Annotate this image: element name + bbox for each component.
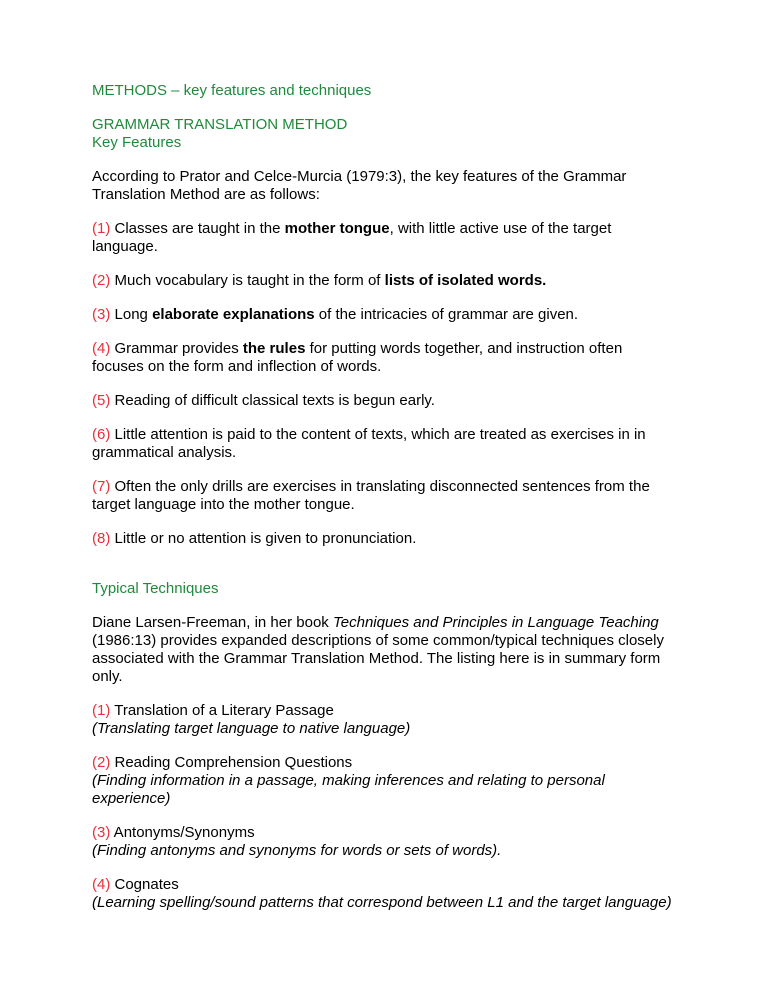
subsection-title: Key Features bbox=[92, 134, 182, 151]
document-page bbox=[92, 82, 672, 912]
feature-number: (7) bbox=[92, 478, 111, 495]
technique-name: Reading Comprehension Questions bbox=[110, 754, 353, 771]
feature-number: (6) bbox=[92, 426, 111, 443]
feature-item: (3) Long elaborate explanations of the intricacies of grammar are given. bbox=[92, 306, 579, 323]
doc-title: METHODS – key features and techniques bbox=[92, 82, 372, 99]
technique-description: (Learning spelling/sound patterns that correspond between L1 and the target language) bbox=[92, 894, 672, 911]
feature-item: (5) Reading of difficult classical texts is begun early. bbox=[92, 392, 435, 409]
feature-number: (1) bbox=[92, 220, 111, 237]
feature-item: (8) Little or no attention is given to pronunciation. bbox=[92, 530, 417, 547]
technique-number: (2) bbox=[92, 754, 111, 771]
feature-number: (4) bbox=[92, 340, 111, 357]
techniques-title: Typical Techniques bbox=[92, 580, 219, 597]
technique-name: Translation of a Literary Passage bbox=[110, 702, 334, 719]
technique-number: (3) bbox=[92, 824, 111, 841]
book-title: Techniques and Principles in Language Teaching bbox=[332, 614, 659, 631]
technique-description: (Finding information in a passage, making inferences and relating to personal experience) bbox=[92, 772, 605, 807]
section-title: GRAMMAR TRANSLATION METHOD bbox=[92, 116, 348, 133]
feature-number: (3) bbox=[92, 306, 111, 323]
feature-item: (6) Little attention is paid to the content of texts, which are treated as exercises in in grammatical analysis. bbox=[92, 426, 646, 461]
techniques-intro: Diane Larsen-Freeman, in her book Techniques and Principles in Language Teaching (1986:13) provides expanded descriptions of some common/typical techniques closely associated with the Grammar Translation Method. The listing here is in summary form only. bbox=[92, 614, 664, 685]
feature-number: (8) bbox=[92, 530, 111, 547]
technique-item bbox=[92, 876, 672, 912]
feature-item: (4) Grammar provides the rules for putting words together, and instruction often focuses on the form and inflection of words. bbox=[92, 340, 623, 375]
technique-number: (1) bbox=[92, 702, 111, 719]
feature-item: (7) Often the only drills are exercises in translating disconnected sentences from the target language into the mother tongue. bbox=[92, 478, 650, 513]
technique-name: Antonyms/Synonyms bbox=[110, 824, 255, 841]
gtm-header bbox=[92, 116, 672, 152]
feature-item: (2) Much vocabulary is taught in the form of lists of isolated words. bbox=[92, 272, 547, 289]
technique-description: (Translating target language to native language) bbox=[92, 720, 411, 737]
feature-item: (1) Classes are taught in the mother tongue, with little active use of the target language. bbox=[92, 220, 612, 255]
feature-number: (2) bbox=[92, 272, 111, 289]
technique-description: (Finding antonyms and synonyms for words or sets of words). bbox=[92, 842, 502, 859]
technique-number: (4) bbox=[92, 876, 111, 893]
technique-name: Cognates bbox=[110, 876, 179, 893]
gtm-intro: According to Prator and Celce-Murcia (1979:3), the key features of the Grammar Translation Method are as follows: bbox=[92, 168, 627, 203]
technique-item bbox=[92, 702, 672, 738]
technique-item bbox=[92, 754, 672, 808]
feature-number: (5) bbox=[92, 392, 111, 409]
technique-item bbox=[92, 824, 672, 860]
